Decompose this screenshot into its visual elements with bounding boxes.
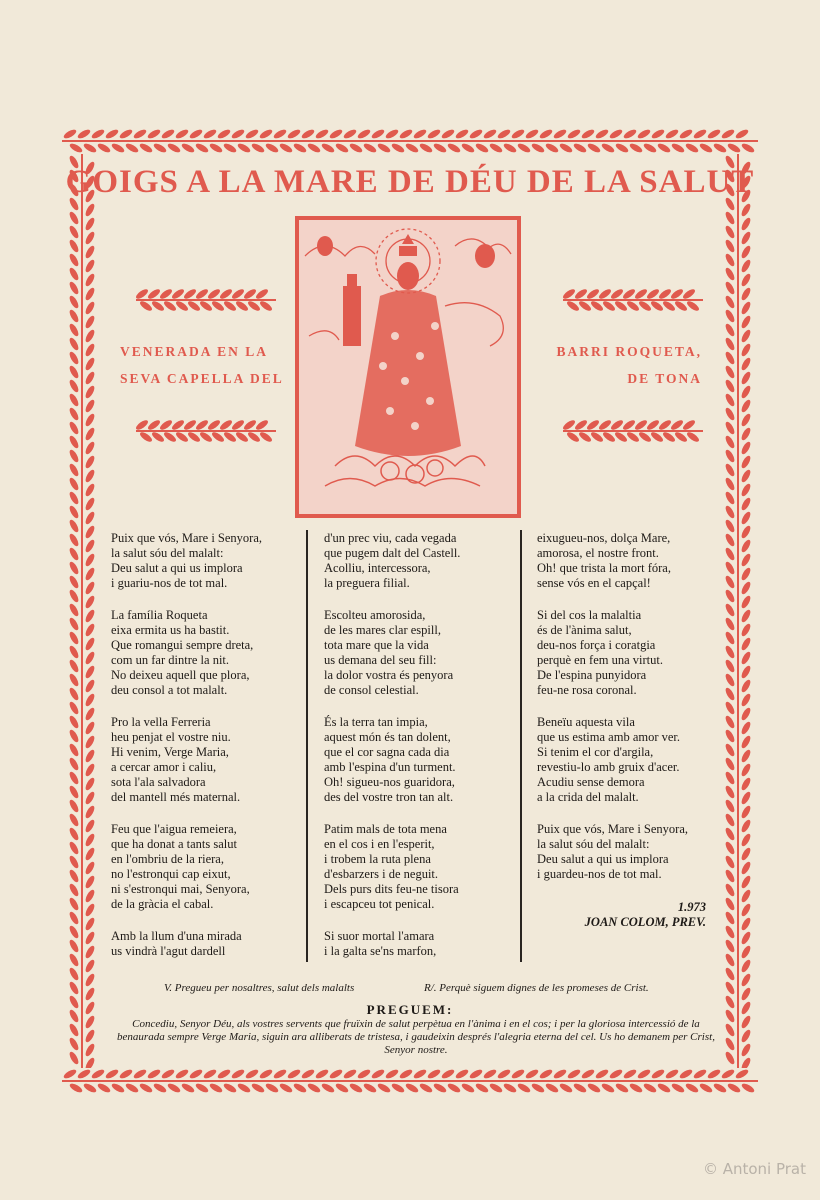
verse-line: de consol celestial.	[324, 683, 419, 697]
stanza	[537, 822, 688, 882]
verse-line: Si tenim el cor d'argila,	[537, 745, 654, 759]
verse-line: Dels purs dits feu-ne tisora	[324, 882, 459, 896]
stanza	[111, 822, 262, 912]
stanza	[111, 608, 262, 698]
verse-line: Acudiu sense demora	[537, 775, 645, 789]
signature-block	[540, 900, 706, 930]
left-caption-line: SEVA CAPELLA DEL	[120, 371, 284, 386]
leaf-border-right	[718, 154, 758, 1068]
stanza	[111, 531, 262, 591]
verse-line: i guariu-nos de tot mal.	[111, 576, 228, 590]
right-caption-line: BARRI ROQUETA,	[556, 344, 702, 359]
stanza	[324, 822, 460, 912]
verse-line: perquè en fem una virtut.	[537, 653, 663, 667]
verse-line: i trobem la ruta plena	[324, 852, 431, 866]
verse-column-1	[111, 531, 262, 976]
leaf-border-left	[62, 154, 102, 1068]
verse-line: aquest món és tan dolent,	[324, 730, 451, 744]
verse-line: com un far dintre la nit.	[111, 653, 230, 667]
verse-line: en l'ombriu de la riera,	[111, 852, 224, 866]
verse-line: amorosa, el nostre front.	[537, 546, 659, 560]
verse-line: Puix que vós, Mare i Senyora,	[537, 822, 689, 836]
verse-line: Hi venim, Verge Maria,	[111, 745, 229, 759]
stanza	[537, 608, 688, 698]
verse-line: Amb la llum d'una mirada	[111, 929, 242, 943]
verse-line: de la gràcia el cabal.	[111, 897, 214, 911]
stanza	[537, 531, 688, 591]
verse-line: eixa ermita us ha bastit.	[111, 623, 230, 637]
verse-line: deu consol a tot malalt.	[111, 683, 228, 697]
verse-line: La família Roqueta	[111, 608, 208, 622]
versicle: V. Pregueu per nosaltres, salut dels malalts	[164, 982, 355, 994]
verse-line: us demana del seu fill:	[324, 653, 437, 667]
stanza	[324, 929, 460, 959]
verse-line: Que romangui sempre dreta,	[111, 638, 254, 652]
verse-line: que ha donat a tants salut	[111, 837, 238, 851]
verse-line: d'un prec viu, cada vegada	[324, 531, 457, 545]
verse-line: Patim mals de tota mena	[324, 822, 447, 836]
stanza	[324, 608, 460, 698]
right-caption	[540, 338, 702, 392]
verse-line: heu penjat el vostre niu.	[111, 730, 231, 744]
right-caption-line: DE TONA	[627, 371, 702, 386]
leaf-border-top	[62, 124, 758, 158]
verse-line: ni s'estronqui mai, Senyora,	[111, 882, 250, 896]
verse-line: sota l'ala salvadora	[111, 775, 206, 789]
verse-line: i la galta se'ns marfon,	[324, 944, 437, 958]
verse-line: Oh! que trista la mort fóra,	[537, 561, 671, 575]
stanza	[111, 929, 262, 959]
fleuron-ornament	[136, 287, 276, 313]
signature-author: JOAN COLOM, PREV.	[584, 915, 706, 929]
verse-line: amb l'espina d'un turment.	[324, 760, 456, 774]
fleuron-ornament	[563, 287, 703, 313]
signature-year: 1.973	[677, 900, 706, 914]
verse-line: De l'espina punyidora	[537, 668, 647, 682]
verse-column-3	[537, 531, 688, 899]
verse-line: del mantell més maternal.	[111, 790, 241, 804]
verse-line: la preguera filial.	[324, 576, 410, 590]
verse-line: Pro la vella Ferreria	[111, 715, 211, 729]
verse-line: us vindrà l'agut dardell	[111, 944, 226, 958]
verse-line: tota mare que la vida	[324, 638, 429, 652]
verse-line: en el cos i en l'esperit,	[324, 837, 435, 851]
verse-line: no l'estronqui cap eixut,	[111, 867, 231, 881]
verse-line: sense vós en el capçal!	[537, 576, 651, 590]
left-caption-line: VENERADA EN LA	[120, 344, 269, 359]
verse-line: eixugueu-nos, dolça Mare,	[537, 531, 671, 545]
stanza	[324, 531, 460, 591]
verse-line: a la crida del malalt.	[537, 790, 639, 804]
fleuron-ornament	[563, 418, 703, 444]
verse-line: de les mares clar espill,	[324, 623, 441, 637]
fleuron-ornament	[136, 418, 276, 444]
verse-line: Si suor mortal l'amara	[324, 929, 435, 943]
stanza	[324, 715, 460, 805]
verse-line: Si del cos la malaltia	[537, 608, 642, 622]
verse-line: des del vostre tron tan alt.	[324, 790, 454, 804]
verse-line: És la terra tan impia,	[324, 715, 428, 729]
verse-line: Beneïu aquesta vila	[537, 715, 635, 729]
verse-line: és de l'ànima salut,	[537, 623, 632, 637]
verse-line: revestiu-lo amb gruix d'acer.	[537, 760, 680, 774]
photo-credit: © Antoni Prat	[702, 1160, 806, 1178]
verse-line: Oh! sigueu-nos guaridora,	[324, 775, 455, 789]
verse-line: Feu que l'aigua remeiera,	[111, 822, 237, 836]
verse-line: que pugem dalt del Castell.	[324, 546, 461, 560]
verse-line: a cercar amor i caliu,	[111, 760, 217, 774]
oration-text: Concediu, Senyor Déu, als vostres servents que fruïxin de salut perpètua en l'ànima i en el cos; i per la gloriosa intercessió de la benaurada sempre Verge Maria, siguin ara alliberats de tristesa, i gaudeixin després l'alegria eterna del cel. Us ho demanem per Crist, Senyor nostre.	[117, 1018, 715, 1056]
column-divider	[520, 530, 522, 962]
verse-line: la dolor vostra és penyora	[324, 668, 454, 682]
verse-line: Puix que vós, Mare i Senyora,	[111, 531, 263, 545]
left-caption	[120, 338, 284, 392]
virgin-woodcut-image	[295, 216, 521, 518]
column-divider	[306, 530, 308, 962]
verse-line: i escapceu tot penical.	[324, 897, 435, 911]
verse-line: que us estima amb amor ver.	[537, 730, 681, 744]
verse-line: Escolteu amorosida,	[324, 608, 426, 622]
verse-line: la salut sóu del malalt:	[111, 546, 224, 560]
leaf-border-bottom	[62, 1064, 758, 1098]
verse-line: Acolliu, intercessora,	[324, 561, 431, 575]
stanza	[111, 715, 262, 805]
preguem-heading: PREGUEM:	[366, 1002, 454, 1017]
response: R/. Perquè siguem dignes de les promeses de Crist.	[424, 982, 649, 994]
page-title: GOIGS A LA MARE DE DÉU DE LA SALUT	[65, 164, 755, 200]
verse-line: Deu salut a qui us implora	[111, 561, 243, 575]
verse-column-2	[324, 531, 460, 976]
verse-line: No deixeu aquell que plora,	[111, 668, 250, 682]
stanza	[537, 715, 688, 805]
verse-line: que el cor sagna cada dia	[324, 745, 450, 759]
verse-line: d'esbarzers i de neguit.	[324, 867, 439, 881]
verse-line: i guardeu-nos de tot mal.	[537, 867, 662, 881]
verse-line: deu-nos força i coratgia	[537, 638, 656, 652]
verse-line: feu-ne rosa coronal.	[537, 683, 637, 697]
verse-line: Deu salut a qui us implora	[537, 852, 669, 866]
verse-line: la salut sóu del malalt:	[537, 837, 650, 851]
